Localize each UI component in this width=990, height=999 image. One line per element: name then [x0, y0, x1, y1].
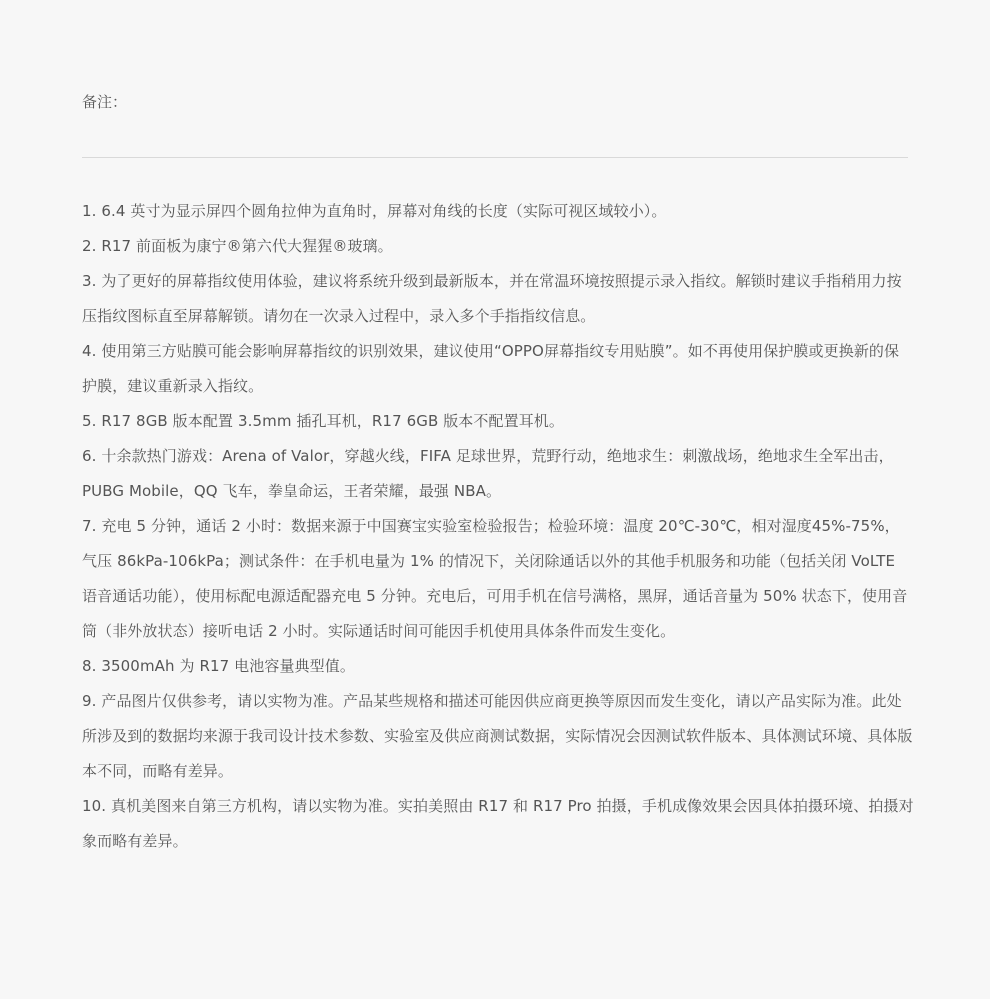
title-divider	[82, 157, 908, 158]
note-item-3: 3. 为了更好的屏幕指纹使用体验，建议将系统升级到最新版本，并在常温环境按照提示录入指纹。解锁时建议手指稍用力按压指纹图标直至屏幕解锁。请勿在一次录入过程中，录入多个手指指纹信息。	[82, 272, 902, 325]
note-item-9: 9. 产品图片仅供参考，请以实物为准。产品某些规格和描述可能因供应商更换等原因而发生变化，请以产品实际为准。此处所涉及到的数据均来源于我司设计技术参数、实验室及供应商测试数据，实际情况会因测试软件版本、具体测试环境、具体版本不同，而略有差异。	[82, 692, 913, 780]
note-item-7: 7. 充电 5 分钟，通话 2 小时：数据来源于中国赛宝实验室检验报告；检验环境：温度 20℃-30℃，相对湿度45%-75%，气压 86kPa-106kPa；测试条件：在手机电量为 1% 的情况下，关闭除通话以外的其他手机服务和功能（包括关闭 VoLTE 语音通话功能），使用标配电源适配器充电 5 分钟。充电后，可用手机在信号满格，黑屏，通话音量为 50% 状态下，使用音筒（非外放状态）接听电话 2 小时。实际通话时间可能因手机使用具体条件而发生变化。	[82, 517, 908, 640]
note-item-2: 2. R17 前面板为康宁®第六代大猩猩®玻璃。	[82, 237, 393, 255]
note-item-10: 10. 真机美图来自第三方机构，请以实物为准。实拍美照由 R17 和 R17 Pro 拍摄，手机成像效果会因具体拍摄环境、拍摄对象而略有差异。	[82, 797, 914, 850]
note-item-6: 6. 十余款热门游戏：Arena of Valor，穿越火线，FIFA 足球世界，荒野行动，绝地求生：刺激战场，绝地求生全军出击，PUBG Mobile，QQ 飞车，拳皇命运，王者荣耀，最强 NBA。	[82, 447, 894, 500]
notes-list	[82, 194, 914, 859]
note-item-4: 4. 使用第三方贴膜可能会影响屏幕指纹的识别效果，建议使用“OPPO屏幕指纹专用贴膜”。如不再使用保护膜或更换新的保护膜，建议重新录入指纹。	[82, 342, 900, 395]
note-item-5: 5. R17 8GB 版本配置 3.5mm 插孔耳机，R17 6GB 版本不配置耳机。	[82, 412, 565, 430]
notes-title: 备注：	[82, 93, 128, 111]
note-item-8: 8. 3500mAh 为 R17 电池容量典型值。	[82, 657, 355, 675]
note-item-1: 1. 6.4 英寸为显示屏四个圆角拉伸为直角时，屏幕对角线的长度（实际可视区域较小）。	[82, 202, 667, 220]
